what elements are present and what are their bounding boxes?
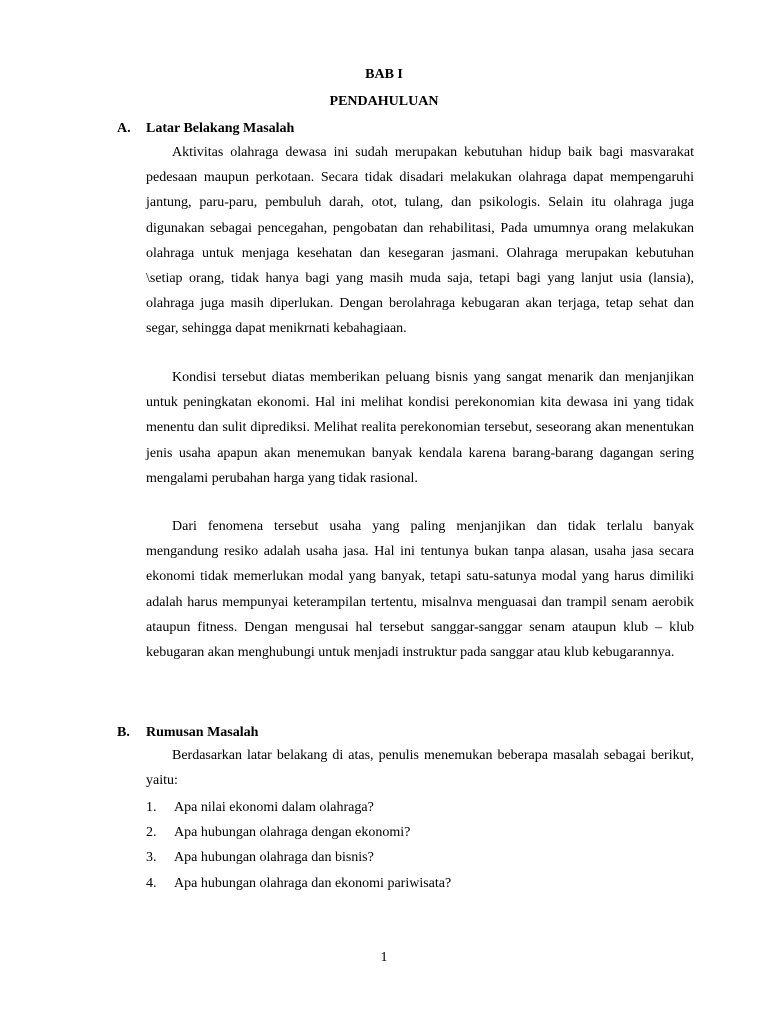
section-b-letter: B. (117, 725, 130, 740)
paragraph-2: Kondisi tersebut diatas memberikan peluang bisnis yang sangat menarik dan menjanjikan untuk peningkatan ekonomi. Hal ini melihat kondisi perekonomian kita dewasa ini yang tidak menentu dan sulit diprediksi. Melihat realita perekonomian tersebut, seseorang akan menentukan jenis usaha apapun akan menemukan banyak kendala karena barang-barang dagangan sering mengalami perubahan harga yang tidak rasional. (146, 370, 694, 486)
question-list (146, 795, 451, 896)
chapter-title: PENDAHULUAN (329, 94, 439, 109)
section-b-title: Rumusan Masalah (146, 725, 259, 740)
list-item-text: Apa hubungan olahraga dan bisnis? (174, 850, 374, 866)
list-item-text: Apa hubungan olahraga dan ekonomi pariwisata? (174, 875, 452, 891)
list-item (146, 871, 451, 896)
page-number: 1 (380, 950, 388, 965)
list-item-number: 2. (146, 825, 157, 841)
list-item (146, 795, 451, 820)
paragraph-4: Berdasarkan latar belakang di atas, penulis menemukan beberapa masalah sebagai berikut, yaitu: (146, 748, 694, 789)
section-b-heading (117, 724, 258, 742)
chapter-number: BAB I (365, 67, 403, 82)
paragraph-3: Dari fenomena tersebut usaha yang paling menjanjikan dan tidak terlalu banyak mengandung resiko adalah usaha jasa. Hal ini tentunya bukan tanpa alasan, usaha jasa secara ekonomi tidak memerlukan modal yang banyak, tetapi satu-satunya modal yang harus dimiliki adalah harus mempunyai keterampilan tertentu, misalnva menguasai dan trampil senam aerobik ataupun fitness. Dengan mengusai hal tersebut sanggar-sanggar senam ataupun klub – klub kebugaran akan menghubungi untuk menjadi instruktur pada sanggar atau klub kebugarannya. (146, 519, 694, 661)
section-a-title: Latar Belakang Masalah (146, 121, 295, 136)
list-item-text: Apa hubungan olahraga dengan ekonomi? (174, 825, 411, 841)
paragraph-1: Aktivitas olahraga dewasa ini sudah merupakan kebutuhan hidup baik bagi masvarakat pedesaan maupun perkotaan. Secara tidak disadari melakukan olahraga dapat mempengaruhi jantung, paru-paru, pembuluh darah, otot, tulang, dan psikologis. Selain itu olahraga juga digunakan sebagai pencegahan, pengobatan dan rehabilitasi, Pada umumnya orang melakukan olahraga untuk menjaga kesehatan dan kesegaran jasmani. Olahraga merupakan kebutuhan \setiap orang, tidak hanya bagi yang masih muda saja, tetapi bagi yang lanjut usia (lansia), olahraga juga masih diperlukan. Dengan berolahraga kebugaran akan terjaga, tetap sehat dan segar, sehingga dapat menikrnati kebahagiaan. (146, 145, 694, 337)
list-item (146, 845, 451, 870)
list-item-number: 1. (146, 800, 157, 815)
list-item-number: 3. (146, 850, 157, 866)
section-a-heading (117, 120, 294, 138)
list-item (146, 820, 451, 845)
list-item-text: Apa nilai ekonomi dalam olahraga? (174, 800, 374, 815)
list-item-number: 4. (146, 875, 157, 891)
section-a-letter: A. (117, 121, 131, 136)
